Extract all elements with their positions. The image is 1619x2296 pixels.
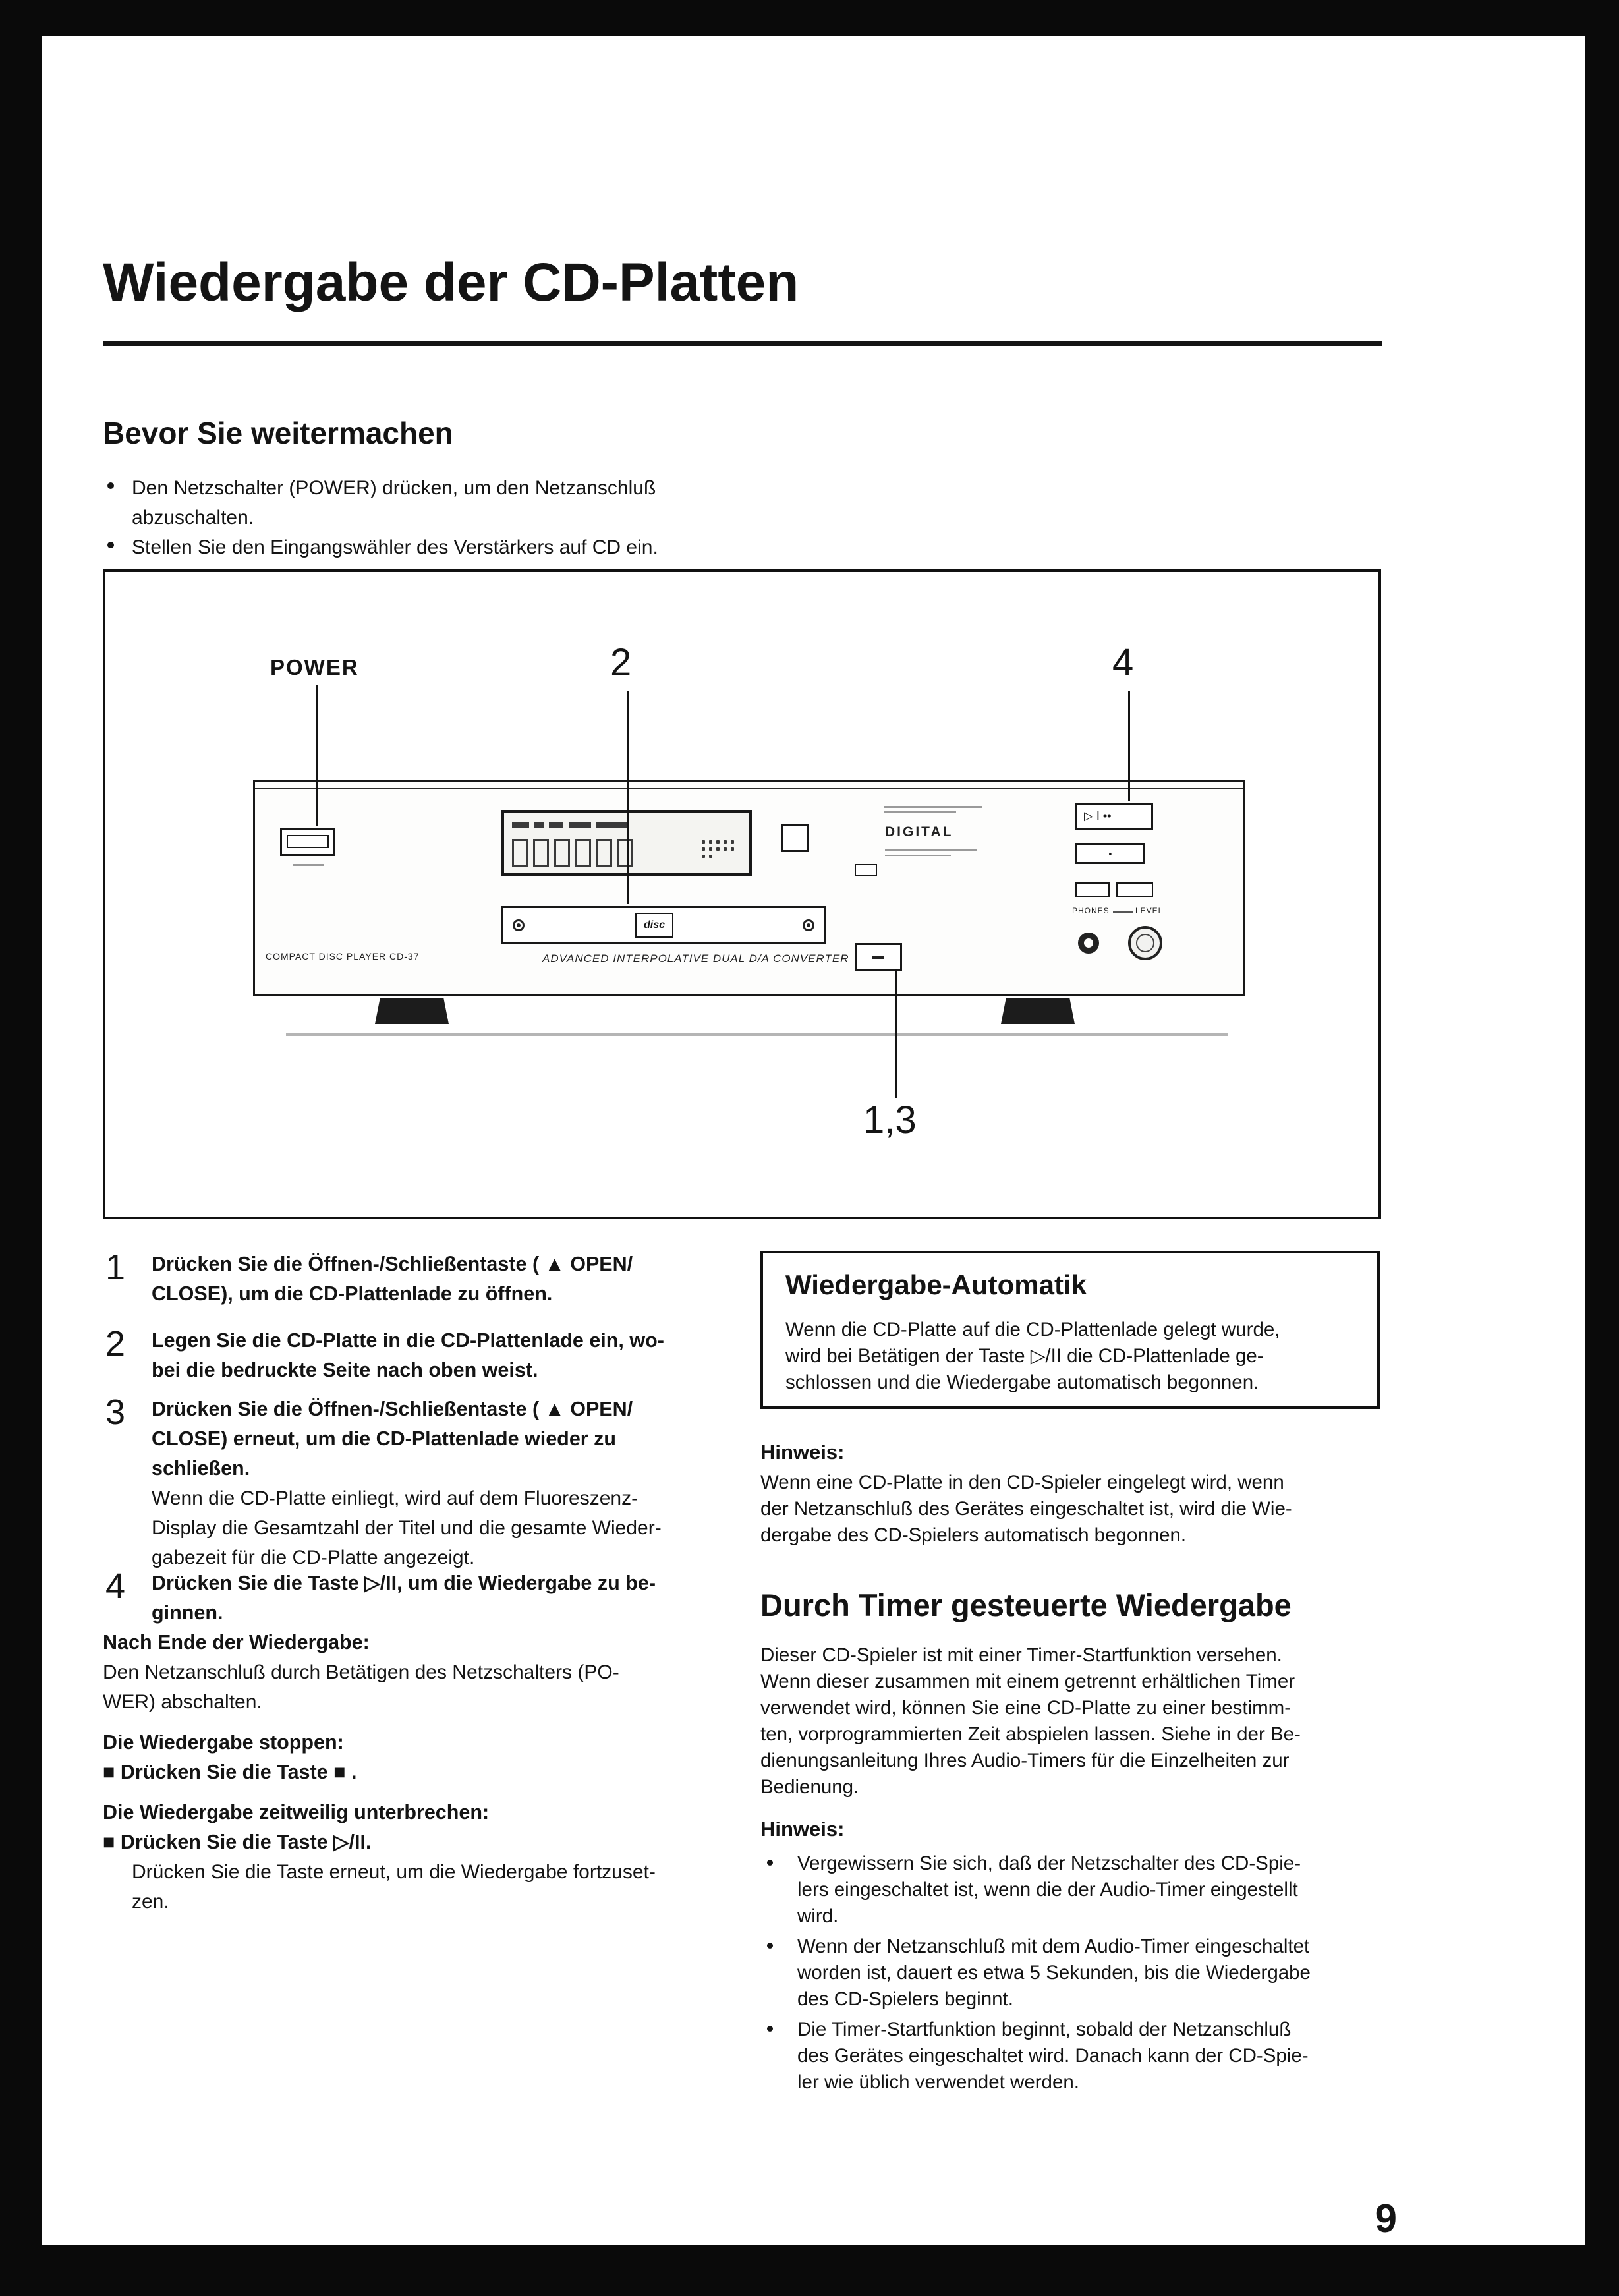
text-line: Stellen Sie den Eingangswähler des Verstärkers auf CD ein. [132,536,658,558]
pause-section [103,1798,722,1916]
text-line: Wenn dieser zusammen mit einem getrennt erhältlichen Timer [760,1671,1295,1692]
text-line: ■ Drücken Sie die Taste ■ . [103,1761,357,1783]
brand-script-smudge [884,811,956,813]
text-line: dienungsanleitung Ihres Audio-Timers für die Einzelheiten zur [760,1750,1290,1771]
open-close-button [855,943,902,971]
text-line: Wenn eine CD-Platte in den CD-Spieler eingelegt wird, wenn [760,1472,1284,1493]
title-rule [103,341,1382,346]
text-line: CLOSE) erneut, um die CD-Plattenlade wieder zu [152,1427,616,1450]
section-heading-before: Bevor Sie weitermachen [103,416,453,450]
step-number: 2 [105,1324,126,1363]
text-line: Drücken Sie die Taste erneut, um die Wiedergabe fortzuset- [132,1861,656,1883]
device-shadow [286,1033,1228,1036]
scan-edge-top [0,0,1619,36]
text-line: Den Netzschalter (POWER) drücken, um den Netzanschluß [132,477,656,499]
text-line: ginnen. [152,1601,223,1624]
tray-screw-left [513,919,525,931]
disc-tray [501,906,826,944]
phones-label: PHONES [1072,906,1110,915]
text-line: verwendet wird, können Sie eine CD-Platte zu einer bestimm- [760,1697,1292,1719]
device-foot-left [375,998,449,1024]
callout-line-4 [1128,691,1130,801]
power-switch-label-smudge [293,864,324,866]
text-line: Wenn die CD-Platte einliegt, wird auf dem Fluoreszenz- [152,1487,639,1509]
cd-logo [635,913,673,938]
intro-bullet-1 [132,473,725,532]
text-line: des CD-Spielers beginnt. [797,1988,1013,2010]
text-line: zen. [132,1891,169,1912]
text-line: Bedienung. [760,1776,859,1798]
timer-paragraph [760,1642,1386,1800]
model-text: COMPACT DISC PLAYER CD-37 [266,951,420,961]
note-heading: Hinweis: [760,1441,845,1464]
device-foot-right [1001,998,1075,1024]
device-diagram [103,569,1381,1219]
text-line: schlossen und die Wiedergabe automatisch begonnen. [785,1371,1259,1393]
text-line: Den Netzanschluß durch Betätigen des Netzschalters (PO- [103,1661,619,1683]
text-line: abzuschalten. [132,507,254,529]
text-line: Drücken Sie die Öffnen-/Schließentaste ( ▲ OPEN/ [152,1253,633,1275]
stop-button [1075,843,1145,864]
bullet-dot [767,1860,773,1866]
step-3 [152,1394,738,1572]
timer-note-bullet-2 [797,1934,1390,2013]
intro-bullet-2 [132,532,751,562]
text-line: Drücken Sie die Taste ▷/II, um die Wiedergabe zu be- [152,1572,656,1594]
text-line: ten, vorprogrammierten Zeit abspielen lassen. Siehe in der Be- [760,1723,1301,1745]
timer-heading: Durch Timer gesteuerte Wiedergabe [760,1588,1292,1622]
level-label: LEVEL [1135,906,1164,915]
auto-play-note [760,1470,1386,1549]
brand-script-smudge [884,806,982,808]
page-title: Wiedergabe der CD-Platten [103,252,799,312]
text-line: der Netzanschluß des Gerätes eingeschaltet ist, wird die Wie- [760,1498,1292,1520]
scan-edge-left [0,0,42,2296]
text-line: WER) abschalten. [103,1691,262,1713]
step-number: 1 [105,1248,126,1287]
advanced-text: ADVANCED INTERPOLATIVE DUAL D/A CONVERTER [542,952,849,965]
display-digits [512,839,633,867]
open-close-mark [872,956,884,959]
panel-top-line [255,788,1243,789]
text-line: lers eingeschaltet ist, wenn die der Audio-Timer eingestellt [797,1879,1298,1901]
auto-play-heading: Wiedergabe-Automatik [785,1269,1087,1300]
device-front-panel [253,780,1245,996]
play-pause-icon: ▷ I •• [1084,809,1112,822]
text-line: Display die Gesamtzahl der Titel und die gesamte Wieder- [152,1517,662,1539]
text-line: ler wie üblich verwendet werden. [797,2071,1079,2093]
display-dot-matrix [702,840,737,858]
text-line: dergabe des CD-Spielers automatisch begonnen. [760,1524,1187,1546]
skip-back-button [1075,882,1110,897]
timer-switch [855,864,877,876]
text-line: Vergewissern Sie sich, daß der Netzschalter des CD-Spie- [797,1852,1301,1874]
brand-sub-smudge [885,855,951,856]
text-line: CLOSE), um die CD-Plattenlade zu öffnen. [152,1282,553,1305]
note-heading: Hinweis: [760,1818,845,1841]
timer-note-bullet-3 [797,2017,1390,2096]
step-1 [152,1249,738,1309]
text-line: wird bei Betätigen der Taste ▷/II die CD-Plattenlade ge- [785,1345,1264,1367]
callout-label-4: 4 [1112,641,1134,684]
bullet-dot [107,482,114,489]
display-mode-button [781,824,809,852]
pause-heading: Die Wiedergabe zeitweilig unterbrechen: [103,1801,490,1823]
cd-logo-text: disc [643,919,665,931]
text-line: schließen. [152,1457,250,1479]
after-play-heading: Nach Ende der Wiedergabe: [103,1631,370,1653]
power-switch [280,828,335,856]
brand-sub-smudge [885,849,977,851]
text-line: Drücken Sie die Öffnen-/Schließentaste ( ▲ OPEN/ [152,1398,633,1420]
step-number: 4 [105,1566,126,1606]
text-line: ■ Drücken Sie die Taste ▷/II. [103,1831,372,1853]
timer-note-bullet-1 [797,1851,1390,1930]
tray-screw-right [803,919,814,931]
step-number: 3 [105,1392,126,1432]
stop-section [103,1728,709,1787]
step-2 [152,1326,738,1385]
text-line: Legen Sie die CD-Platte in die CD-Plattenlade ein, wo- [152,1329,664,1352]
brand-logo: DIGITAL [885,824,953,840]
callout-line-2 [627,691,629,904]
callout-line-power [316,685,318,826]
text-line: des Gerätes eingeschaltet wird. Danach kann der CD-Spie- [797,2045,1309,2067]
scan-edge-bottom [0,2245,1619,2296]
after-play-section [103,1628,709,1717]
bullet-dot [107,542,114,548]
page-number: 9 [1375,2196,1397,2241]
text-line: Wenn die CD-Platte auf die CD-Plattenlade gelegt wurde, [785,1319,1280,1340]
text-line: Wenn der Netzanschluß mit dem Audio-Timer eingeschaltet [797,1936,1310,1957]
bullet-dot [767,1943,773,1949]
text-line: gabezeit für die CD-Platte angezeigt. [152,1547,475,1568]
level-knob [1128,926,1162,960]
text-line: Dieser CD-Spieler ist mit einer Timer-Startfunktion versehen. [760,1644,1282,1666]
text-line: Die Timer-Startfunktion beginnt, sobald der Netzanschluß [797,2019,1292,2040]
phones-jack [1078,933,1099,954]
phones-level-line [1113,911,1133,913]
stop-icon: ▪ [1108,848,1112,859]
text-line: bei die bedruckte Seite nach oben weist. [152,1359,538,1381]
display-segments [512,822,627,828]
fluorescent-display [501,810,752,876]
text-line: worden ist, dauert es etwa 5 Sekunden, bis die Wiedergabe [797,1962,1311,1984]
skip-forward-button [1116,882,1153,897]
play-pause-button [1075,803,1153,830]
step-4 [152,1568,738,1628]
scan-edge-right [1585,0,1619,2296]
bullet-dot [767,2026,773,2032]
callout-label-2: 2 [610,641,632,684]
callout-line-1-3 [895,969,897,1098]
stop-heading: Die Wiedergabe stoppen: [103,1731,344,1754]
text-line: wird. [797,1905,839,1927]
callout-label-1-3: 1,3 [863,1099,917,1141]
callout-label-power: POWER [270,655,359,679]
auto-play-box [760,1251,1380,1409]
